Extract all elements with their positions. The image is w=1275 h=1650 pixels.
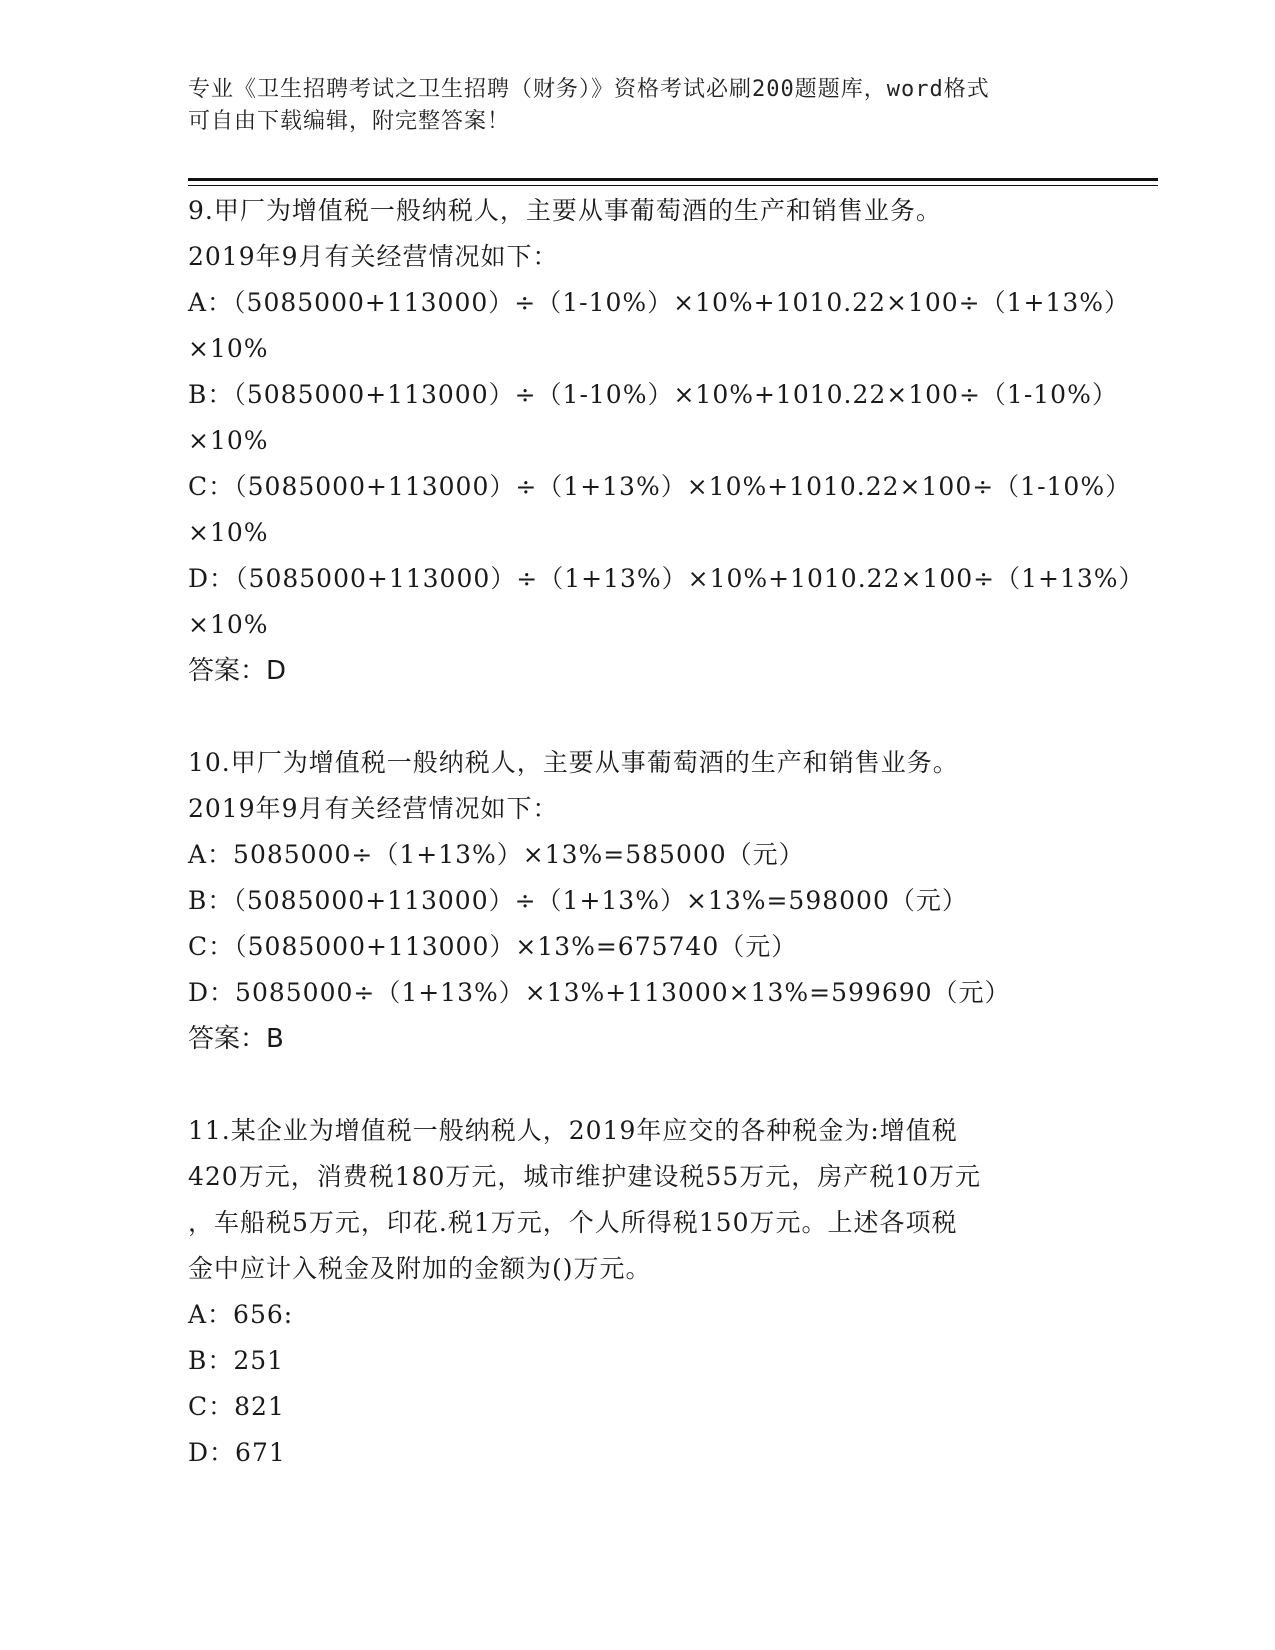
option-a: A：（5085000+113000）÷（1-10%）×10%+1010.22×100÷（1+13%） (188, 288, 1131, 317)
option-a: A：5085000÷（1+13%）×13%=585000（元） (188, 840, 805, 869)
answer: 答案：D (188, 656, 287, 686)
header-line-2: 可自由下载编辑，附完整答案！ (188, 109, 511, 134)
question-11 (188, 1108, 1088, 1476)
question-stem-line: 420万元，消费税180万元，城市维护建设税55万元，房产税10万元 (188, 1162, 982, 1191)
option-c: C：（5085000+113000）÷（1+13%）×10%+1010.22×100÷（1-10%） (188, 472, 1132, 501)
option-a: A：656: (188, 1300, 294, 1329)
question-stem-line: 9.甲厂为增值税一般纳税人，主要从事葡萄酒的生产和销售业务。 (188, 196, 942, 225)
question-stem-line: ，车船税5万元，印花.税1万元，个人所得税150万元。上述各项税 (188, 1208, 958, 1237)
option-b: B：（5085000+113000）÷（1+13%）×13%=598000（元） (188, 886, 968, 915)
option-a-continued: ×10% (188, 334, 269, 363)
question-10 (188, 740, 1088, 1062)
question-stem-line: 11.某企业为增值税一般纳税人，2019年应交的各种税金为:增值税 (188, 1116, 958, 1145)
option-c: C：821 (188, 1392, 285, 1421)
option-d: D：（5085000+113000）÷（1+13%）×10%+1010.22×100÷（1+13%） (188, 564, 1145, 593)
header-rule-thick (188, 178, 1158, 181)
option-c: C：（5085000+113000）×13%=675740（元） (188, 932, 798, 961)
option-b: B：（5085000+113000）÷（1-10%）×10%+1010.22×100÷（1-10%） (188, 380, 1118, 409)
header-line-1: 专业《卫生招聘考试之卫生招聘（财务）》资格考试必刷200题题库，word格式 (188, 77, 990, 102)
option-c-continued: ×10% (188, 518, 269, 547)
question-list (188, 188, 1145, 1522)
option-d-continued: ×10% (188, 610, 269, 639)
option-b-continued: ×10% (188, 426, 269, 455)
question-stem-line: 10.甲厂为增值税一般纳税人，主要从事葡萄酒的生产和销售业务。 (188, 748, 959, 777)
question-stem-line: 金中应计入税金及附加的金额为()万元。 (188, 1254, 652, 1283)
header-rule-thin (188, 185, 1158, 186)
document-header (188, 74, 1088, 138)
option-b: B：251 (188, 1346, 285, 1375)
option-d: D：671 (188, 1438, 286, 1467)
question-9 (188, 188, 1145, 694)
answer: 答案：B (188, 1024, 284, 1054)
question-stem-line: 2019年9月有关经营情况如下： (188, 794, 559, 823)
question-stem-line: 2019年9月有关经营情况如下： (188, 242, 559, 271)
option-d: D：5085000÷（1+13%）×13%+113000×13%=599690（元） (188, 978, 1011, 1007)
